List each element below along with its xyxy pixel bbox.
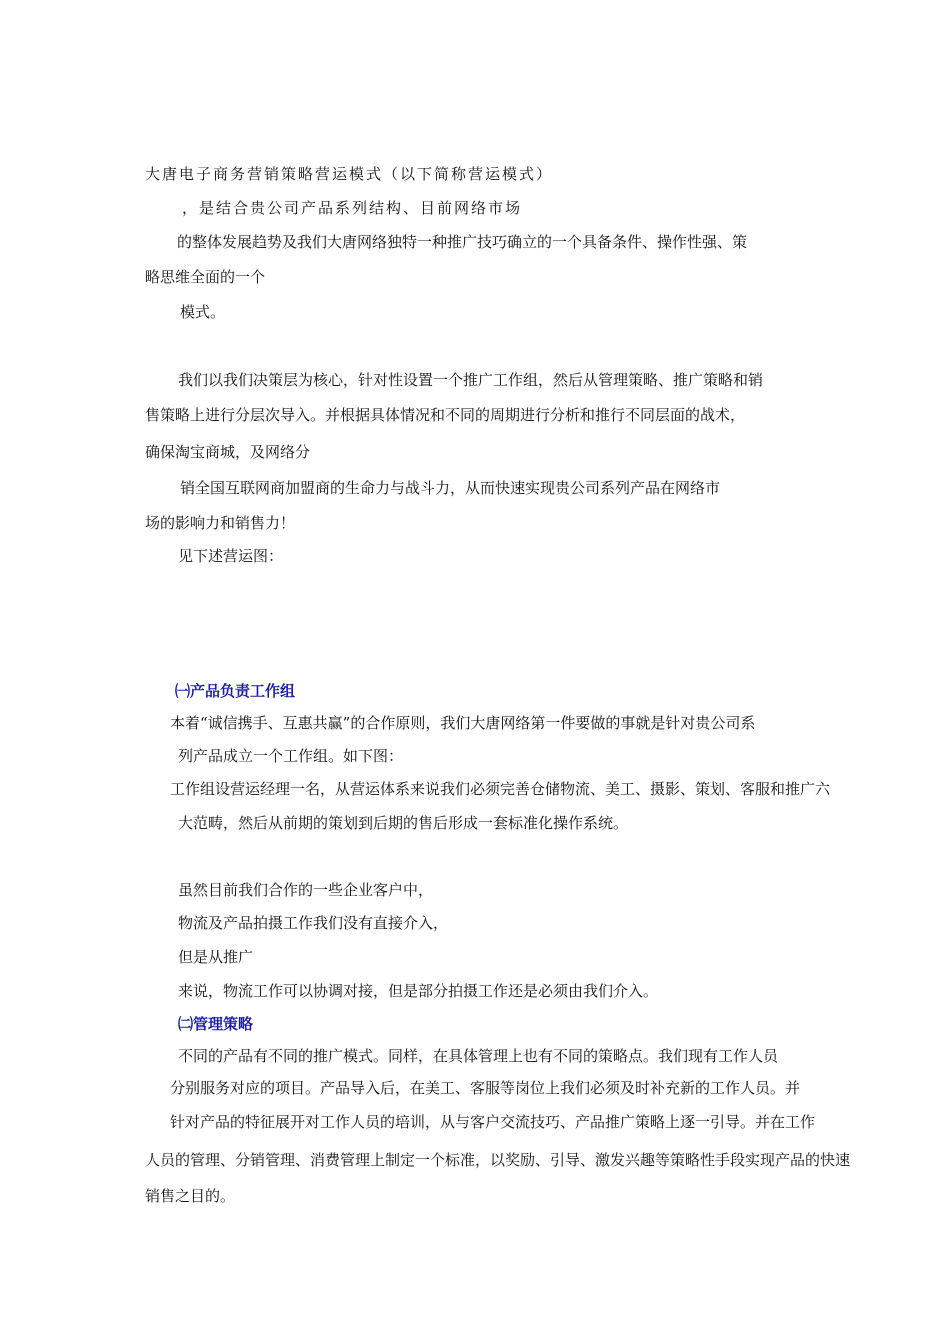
intro-line-5: 模式。 bbox=[180, 303, 226, 321]
section2-line-3: 针对产品的特征展开对工作人员的培训，从与客户交流技巧、产品推广策略上逐一引导。并在工作 bbox=[170, 1113, 816, 1131]
section1-line-4: 大范畴，然后从前期的策划到后期的售后形成一套标准化操作系统。 bbox=[178, 814, 629, 832]
para2-line-5: 场的影响力和销售力！ bbox=[145, 514, 296, 532]
section2-line-5: 销售之目的。 bbox=[145, 1187, 236, 1205]
para2-line-6: 见下述营运图： bbox=[178, 547, 284, 565]
intro-line-4: 略思维全面的一个 bbox=[145, 268, 266, 286]
section1-line-6: 物流及产品拍摄工作我们没有直接介入， bbox=[178, 914, 449, 932]
section2-line-4: 人员的管理、分销管理、消费管理上制定一个标准，以奖励、引导、激发兴趣等策略性手段实现产品的快速 bbox=[145, 1151, 851, 1169]
section1-line-3: 工作组设营运经理一名，从营运体系来说我们必须完善仓储物流、美工、摄影、策划、客服和推广六 bbox=[170, 780, 831, 798]
para2-line-3: 确保淘宝商城，及网络分 bbox=[145, 443, 311, 461]
section2-line-1: 不同的产品有不同的推广模式。同样，在具体管理上也有不同的策略点。我们现有工作人员 bbox=[178, 1047, 779, 1065]
intro-line-2: ，是结合贵公司产品系列结构、目前网络市场 bbox=[182, 199, 523, 217]
section1-line-7: 但是从推广 bbox=[178, 948, 254, 966]
section1-heading: ㈠产品负责工作组 bbox=[175, 682, 296, 700]
intro-line-3: 的整体发展趋势及我们大唐网络独特一种推广技巧确立的一个具备条件、操作性强、策 bbox=[177, 233, 748, 251]
para2-line-1: 我们以我们决策层为核心，针对性设置一个推广工作组，然后从管理策略、推广策略和销 bbox=[178, 371, 764, 389]
section2-heading: ㈡管理策略 bbox=[178, 1015, 254, 1033]
section1-line-2: 列产品成立一个工作组。如下图： bbox=[178, 747, 404, 765]
section1-line-5: 虽然目前我们合作的一些企业客户中， bbox=[178, 881, 434, 899]
section1-line-1: 本着“诚信携手、互惠共赢”的合作原则，我们大唐网络第一件要做的事就是针对贵公司系 bbox=[170, 714, 756, 732]
section2-line-2: 分别服务对应的项目。产品导入后，在美工、客服等岗位上我们必须及时补充新的工作人员。并 bbox=[170, 1079, 801, 1097]
para2-line-2: 售策略上进行分层次导入。并根据具体情况和不同的周期进行分析和推行不同层面的战术， bbox=[145, 406, 746, 424]
para2-line-4: 销全国互联网商加盟商的生命力与战斗力，从而快速实现贵公司系列产品在网络市 bbox=[180, 479, 721, 497]
intro-line-1: 大唐电子商务营销策略营运模式（以下简称营运模式） bbox=[145, 165, 554, 183]
section1-line-8: 来说，物流工作可以协调对接，但是部分拍摄工作还是必须由我们介入。 bbox=[178, 982, 659, 1000]
